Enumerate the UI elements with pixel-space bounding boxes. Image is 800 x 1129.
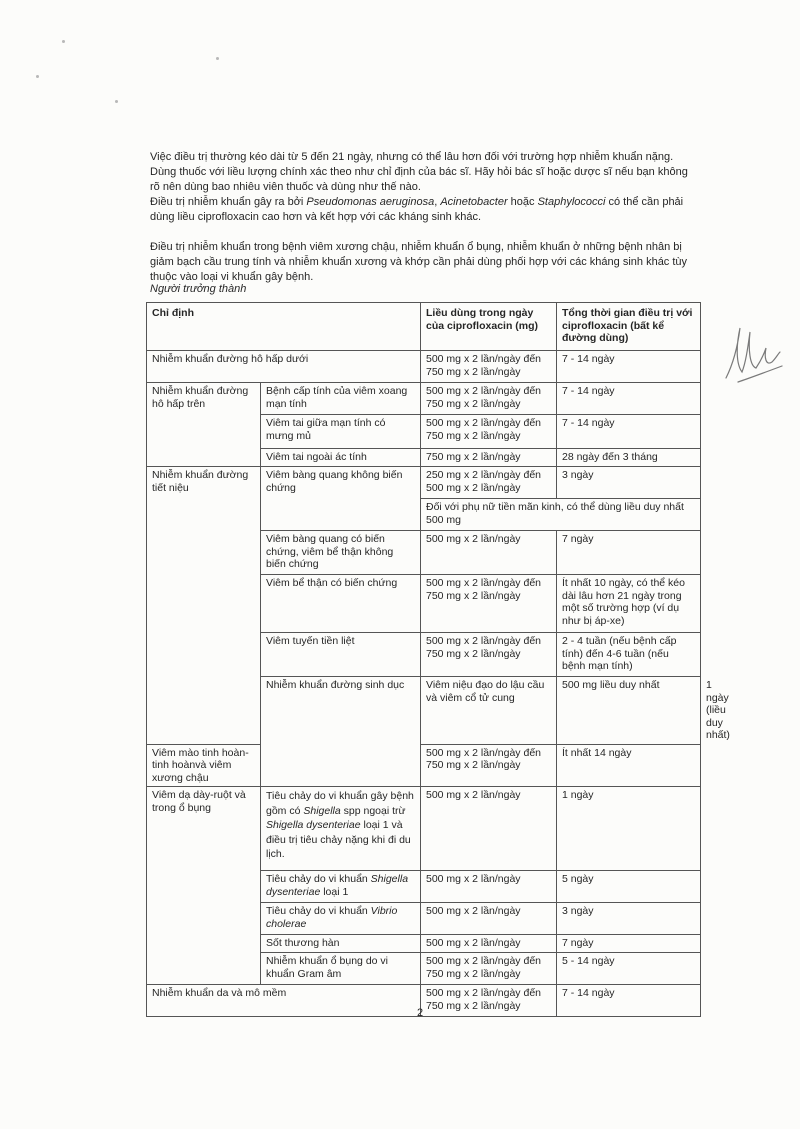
dose-cell: 500 mg liều duy nhất xyxy=(557,677,701,745)
duration-cell: 3 ngày xyxy=(557,467,701,499)
duration-cell: 7 - 14 ngày xyxy=(557,415,701,449)
dose-cell: 500 mg x 2 lần/ngày đến 750 mg x 2 lần/ngày xyxy=(421,415,557,449)
sub-indication-cell: Tiêu chảy do vi khuẩn Vibrio cholerae xyxy=(261,903,421,935)
note-cell: Đối với phụ nữ tiền mãn kinh, có thể dùng liều duy nhất 500 mg xyxy=(421,499,701,531)
dose-cell: 500 mg x 2 lần/ngày đến 750 mg x 2 lần/ngày xyxy=(421,383,557,415)
duration-cell: 7 - 14 ngày xyxy=(557,351,701,383)
scan-speck xyxy=(36,75,39,78)
table-header-row xyxy=(147,303,701,351)
indication-cell: Nhiễm khuẩn đường hô hấp dưới xyxy=(147,351,421,383)
indication-group-cell: Nhiễm khuẩn đường tiết niệu xyxy=(147,467,261,745)
duration-cell: 7 - 14 ngày xyxy=(557,985,701,1017)
table-row xyxy=(147,787,701,871)
duration-cell: Ít nhất 10 ngày, có thể kéo dài lâu hơn 21 ngày trong một số trường hợp (ví dụ như bị áp-xe) xyxy=(557,575,701,633)
duration-cell: 3 ngày xyxy=(557,903,701,935)
dose-cell: 500 mg x 2 lần/ngày xyxy=(421,787,557,871)
page-number: 2 xyxy=(416,1007,424,1019)
dose-cell: 500 mg x 2 lần/ngày đến 750 mg x 2 lần/ngày xyxy=(421,633,557,677)
duration-cell: 28 ngày đến 3 tháng xyxy=(557,449,701,467)
indication-group-cell: Nhiễm khuẩn đường hô hấp trên xyxy=(147,383,261,467)
sub-indication-cell: Viêm niệu đạo do lậu cầu và viêm cổ tử cung xyxy=(421,677,557,745)
indication-group-cell: Viêm dạ dày-ruột và trong ổ bụng xyxy=(147,787,261,985)
header-dose: Liều dùng trong ngày của ciprofloxacin (mg) xyxy=(421,303,557,351)
dose-cell: 500 mg x 2 lần/ngày đến 750 mg x 2 lần/ngày xyxy=(421,351,557,383)
indication-group-cell: Nhiễm khuẩn đường sinh dục xyxy=(261,677,421,787)
scan-speck xyxy=(115,100,118,103)
sub-indication-cell: Viêm tuyến tiền liệt xyxy=(261,633,421,677)
sub-indication-cell: Tiêu chảy do vi khuẩn Shigella dysenteriae loại 1 xyxy=(261,871,421,903)
sub-indication-cell: Bệnh cấp tính của viêm xoang mạn tính xyxy=(261,383,421,415)
dosage-table xyxy=(146,302,730,1017)
table-row xyxy=(147,383,701,415)
dose-cell: 500 mg x 2 lần/ngày đến 750 mg x 2 lần/ngày xyxy=(421,953,557,985)
dose-cell: 500 mg x 2 lần/ngày đến 750 mg x 2 lần/ngày xyxy=(421,575,557,633)
table-row xyxy=(147,467,701,499)
header-duration: Tổng thời gian điều trị với ciprofloxacin (bất kể đường dùng) xyxy=(557,303,701,351)
duration-cell: 7 ngày xyxy=(557,531,701,575)
table-row: Nhiễm khuẩn đường sinh dục Viêm niệu đạo do lậu cầu và viêm cổ tử cung 500 mg liều duy nhất 1 ngày (liều duy nhất) xyxy=(147,677,701,745)
intro-text xyxy=(150,150,690,285)
sub-indication-cell: Sốt thương hàn xyxy=(261,935,421,953)
duration-cell: 1 ngày xyxy=(557,787,701,871)
header-indication: Chỉ định xyxy=(147,303,421,351)
intro-paragraph-1: Việc điều trị thường kéo dài từ 5 đến 21 ngày, nhưng có thể lâu hơn đối với trường hợp nhiễm khuẩn nặng. Dùng thuốc với liều lượng chính xác theo như chỉ định của bác sĩ. Hãy hỏi bác sĩ hoặc dược sĩ nếu bạn không rõ nên dùng bao nhiêu viên thuốc và dùng như thế nào. Điều trị nhiễm khuẩn gây ra bởi Pseudomonas aeruginosa, Acinetobacter hoặc Staphylococci có thể cần phải dùng liều ciprofloxacin cao hơn và kết hợp với các kháng sinh khác. xyxy=(150,151,688,223)
sub-indication-cell: Tiêu chảy do vi khuẩn gây bệnh gồm có Shigella spp ngoại trừ Shigella dysenteriae loại 1 và điều trị tiêu chảy nặng khi đi du lịch. xyxy=(261,787,421,871)
duration-cell: 2 - 4 tuần (nếu bệnh cấp tính) đến 4-6 tuần (nếu bệnh mạn tính) xyxy=(557,633,701,677)
table-row xyxy=(147,351,701,383)
intro-paragraph-2: Điều trị nhiễm khuẩn trong bệnh viêm xương chậu, nhiễm khuẩn ổ bụng, nhiễm khuẩn ở những bệnh nhân bị giảm bạch cầu trung tính và nhiễm khuẩn xương và khớp cần phải dùng phối hợp với các kháng sinh khác tùy thuộc vào loại vi khuẩn gây bệnh. xyxy=(150,241,688,283)
duration-cell: 5 - 14 ngày xyxy=(557,953,701,985)
duration-cell: Ít nhất 14 ngày xyxy=(557,744,701,787)
sub-indication-cell: Viêm bàng quang có biến chứng, viêm bể thận không biến chứng xyxy=(261,531,421,575)
dose-cell: 500 mg x 2 lần/ngày xyxy=(421,531,557,575)
scan-speck xyxy=(216,57,219,60)
sub-indication-cell: Nhiễm khuẩn ổ bụng do vi khuẩn Gram âm xyxy=(261,953,421,985)
dose-cell: 500 mg x 2 lần/ngày xyxy=(421,903,557,935)
dose-cell: 250 mg x 2 lần/ngày đến 500 mg x 2 lần/ngày xyxy=(421,467,557,499)
sub-indication-cell: Viêm tai giữa mạn tính có mưng mủ xyxy=(261,415,421,449)
sub-indication-cell: Viêm tai ngoài ác tính xyxy=(261,449,421,467)
sub-indication-cell: Viêm bàng quang không biến chứng xyxy=(261,467,421,531)
scan-speck xyxy=(62,40,65,43)
sub-indication-cell: Viêm mào tinh hoàn-tinh hoànvà viêm xương chậu xyxy=(147,744,261,787)
signature-mark xyxy=(724,322,784,384)
table-row xyxy=(147,744,701,787)
sub-indication-cell: Viêm bể thận có biến chứng xyxy=(261,575,421,633)
dose-cell: 750 mg x 2 lần/ngày xyxy=(421,449,557,467)
dose-cell: 500 mg x 2 lần/ngày xyxy=(421,935,557,953)
duration-cell: 7 ngày xyxy=(557,935,701,953)
dose-cell: 500 mg x 2 lần/ngày đến 750 mg x 2 lần/ngày xyxy=(421,985,557,1017)
indication-cell: Nhiễm khuẩn da và mô mềm xyxy=(147,985,421,1017)
duration-cell: 7 - 14 ngày xyxy=(557,383,701,415)
section-subtitle: Người trưởng thành xyxy=(150,283,247,295)
dose-cell: 500 mg x 2 lần/ngày đến 750 mg x 2 lần/ngày xyxy=(421,744,557,787)
dose-cell: 500 mg x 2 lần/ngày xyxy=(421,871,557,903)
duration-cell: 5 ngày xyxy=(557,871,701,903)
